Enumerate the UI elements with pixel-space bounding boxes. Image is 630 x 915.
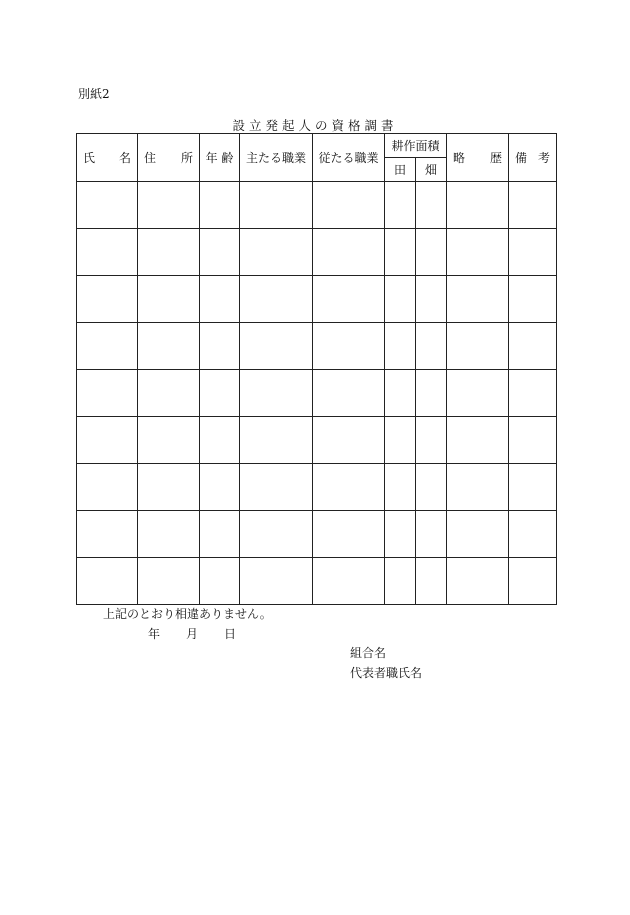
- table-cell[interactable]: [77, 323, 138, 370]
- table-cell[interactable]: [240, 323, 313, 370]
- table-cell[interactable]: [138, 276, 200, 323]
- table-cell[interactable]: [138, 370, 200, 417]
- table-cell[interactable]: [385, 511, 416, 558]
- table-cell[interactable]: [509, 511, 557, 558]
- table-cell[interactable]: [240, 370, 313, 417]
- header-remarks: 備 考: [509, 134, 557, 182]
- table-cell[interactable]: [200, 323, 240, 370]
- table-cell[interactable]: [138, 558, 200, 605]
- table-cell[interactable]: [509, 323, 557, 370]
- org-name-label: 組合名: [350, 646, 387, 660]
- header-history: 略 歴: [447, 134, 509, 182]
- table-cell[interactable]: [240, 511, 313, 558]
- table-cell[interactable]: [77, 229, 138, 276]
- table-cell[interactable]: [447, 511, 509, 558]
- table-cell[interactable]: [509, 558, 557, 605]
- table-cell[interactable]: [200, 558, 240, 605]
- table-row: [77, 323, 557, 370]
- annex-label: 別紙2: [78, 87, 110, 101]
- date-line: [148, 625, 236, 642]
- table-cell[interactable]: [240, 464, 313, 511]
- table-cell[interactable]: [313, 182, 385, 229]
- table-cell[interactable]: [313, 511, 385, 558]
- table-cell[interactable]: [77, 182, 138, 229]
- table-row: [77, 370, 557, 417]
- table-row: [77, 511, 557, 558]
- table-cell[interactable]: [385, 417, 416, 464]
- table-cell[interactable]: [77, 464, 138, 511]
- table-cell[interactable]: [313, 464, 385, 511]
- table-cell[interactable]: [313, 323, 385, 370]
- table-cell[interactable]: [313, 276, 385, 323]
- table-cell[interactable]: [313, 417, 385, 464]
- table-cell[interactable]: [138, 417, 200, 464]
- table-cell[interactable]: [77, 558, 138, 605]
- table-cell[interactable]: [416, 229, 447, 276]
- table-row: [77, 417, 557, 464]
- table-cell[interactable]: [240, 558, 313, 605]
- table-cell[interactable]: [77, 370, 138, 417]
- date-year: 年: [148, 627, 161, 641]
- table-cell[interactable]: [509, 464, 557, 511]
- table-cell[interactable]: [447, 558, 509, 605]
- table-cell[interactable]: [313, 229, 385, 276]
- table-cell[interactable]: [200, 229, 240, 276]
- table-cell[interactable]: [447, 464, 509, 511]
- table-cell[interactable]: [138, 511, 200, 558]
- table-cell[interactable]: [240, 417, 313, 464]
- table-cell[interactable]: [240, 276, 313, 323]
- table-cell[interactable]: [416, 323, 447, 370]
- table-cell[interactable]: [200, 464, 240, 511]
- table-cell[interactable]: [313, 558, 385, 605]
- table-cell[interactable]: [385, 182, 416, 229]
- table-cell[interactable]: [240, 229, 313, 276]
- table-cell[interactable]: [385, 229, 416, 276]
- attestation-note: 上記のとおり相違ありません。: [103, 607, 272, 621]
- table-cell[interactable]: [447, 276, 509, 323]
- table-cell[interactable]: [447, 417, 509, 464]
- table-cell[interactable]: [200, 182, 240, 229]
- header-farm-area: 耕作面積: [385, 134, 447, 158]
- table-cell[interactable]: [77, 417, 138, 464]
- header-rice-field: 田: [385, 158, 416, 182]
- table-cell[interactable]: [509, 229, 557, 276]
- table-cell[interactable]: [138, 229, 200, 276]
- date-day: 日: [224, 627, 237, 641]
- header-age: 年 齢: [200, 134, 240, 182]
- table-cell[interactable]: [416, 370, 447, 417]
- table-cell[interactable]: [509, 276, 557, 323]
- table-cell[interactable]: [385, 276, 416, 323]
- table-cell[interactable]: [77, 511, 138, 558]
- table-cell[interactable]: [200, 417, 240, 464]
- table-cell[interactable]: [200, 511, 240, 558]
- document-title: 設立発起人の資格調書: [232, 118, 398, 133]
- table-cell[interactable]: [509, 182, 557, 229]
- table-cell[interactable]: [385, 370, 416, 417]
- table-cell[interactable]: [509, 370, 557, 417]
- table-row: [77, 276, 557, 323]
- table-row: [77, 558, 557, 605]
- table-cell[interactable]: [385, 464, 416, 511]
- header-sub-job: 従たる職業: [313, 134, 385, 182]
- table-cell[interactable]: [447, 229, 509, 276]
- table-cell[interactable]: [77, 276, 138, 323]
- table-cell[interactable]: [200, 370, 240, 417]
- table-cell[interactable]: [385, 323, 416, 370]
- representative-label: 代表者職氏名: [350, 666, 423, 680]
- header-main-job: 主たる職業: [240, 134, 313, 182]
- table-row: [77, 464, 557, 511]
- table-row: [77, 229, 557, 276]
- table-cell[interactable]: [240, 182, 313, 229]
- header-address: 住 所: [138, 134, 200, 182]
- table-cell[interactable]: [416, 511, 447, 558]
- table-cell[interactable]: [416, 276, 447, 323]
- table-cell[interactable]: [416, 464, 447, 511]
- date-month: 月: [186, 627, 199, 641]
- table-cell[interactable]: [313, 370, 385, 417]
- table-cell[interactable]: [138, 182, 200, 229]
- table-cell[interactable]: [385, 558, 416, 605]
- table-cell[interactable]: [447, 182, 509, 229]
- table-cell[interactable]: [138, 464, 200, 511]
- table-cell[interactable]: [447, 323, 509, 370]
- table-cell[interactable]: [416, 558, 447, 605]
- table-cell[interactable]: [447, 370, 509, 417]
- header-field: 畑: [416, 158, 447, 182]
- header-name: 氏 名: [77, 134, 138, 182]
- table-row: [77, 182, 557, 229]
- qualification-table: [76, 133, 557, 605]
- table-cell[interactable]: [509, 417, 557, 464]
- table-cell[interactable]: [200, 276, 240, 323]
- table-cell[interactable]: [416, 417, 447, 464]
- table-cell[interactable]: [416, 182, 447, 229]
- table-cell[interactable]: [138, 323, 200, 370]
